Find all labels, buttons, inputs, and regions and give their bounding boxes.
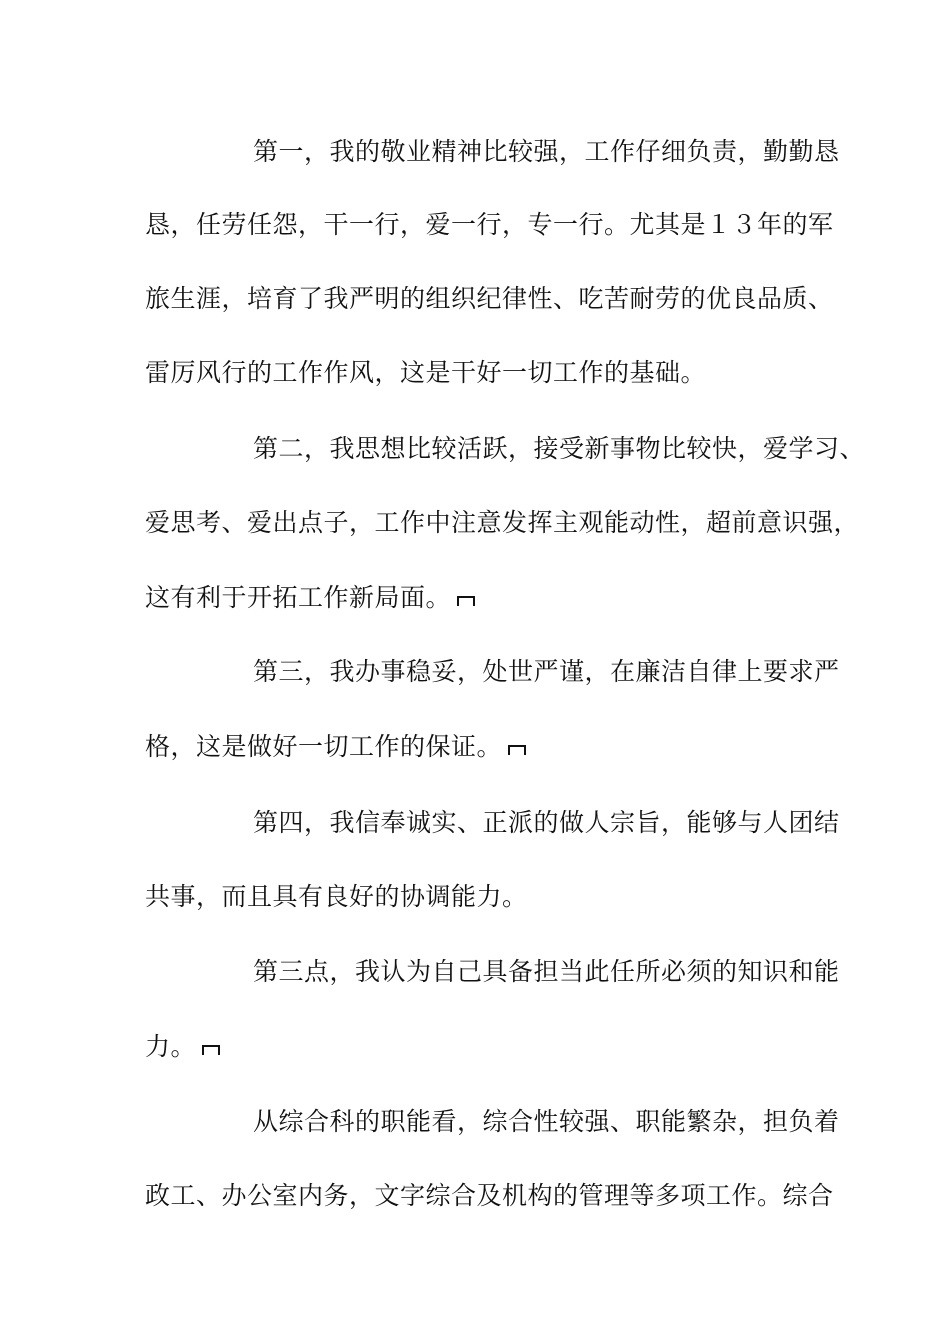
paragraph-1-line-1	[253, 134, 853, 170]
text-line: 第一，我的敬业精神比较强，工作仔细负责，勤勤恳	[253, 137, 840, 166]
paragraph-1-line-4	[145, 355, 845, 391]
paragraph-2-line-1	[253, 431, 866, 467]
paragraph-5-line-1	[253, 954, 853, 990]
text-line: 第三，我办事稳妥，处世严谨，在廉洁自律上要求严	[253, 657, 840, 686]
paragraph-3-line-2	[145, 729, 845, 765]
text-line: 从综合科的职能看，综合性较强、职能繁杂，担负着	[253, 1107, 840, 1136]
text-line: 第四，我信奉诚实、正派的做人宗旨，能够与人团结	[253, 808, 840, 837]
text-line: 这有利于开拓工作新局面。	[145, 583, 452, 612]
paragraph-1-line-2	[145, 207, 845, 243]
text-line: 第二，我思想比较活跃，接受新事物比较快，爱学习、	[253, 434, 866, 463]
text-line: 政工、办公室内务，文字综合及机构的管理等多项工作。综合	[145, 1181, 834, 1210]
text-line: 爱思考、爱出点子，工作中注意发挥主观能动性，超前意识强，	[145, 508, 860, 537]
text-line: 恳，任劳任怨，干一行，爱一行，专一行。尤其是１３年的军	[145, 210, 834, 239]
paragraph-1-line-3	[145, 281, 845, 317]
paragraph-4-line-1	[253, 805, 853, 841]
text-line: 第三点，我认为自己具备担当此任所必须的知识和能	[253, 957, 840, 986]
paragraph-2-line-3	[145, 580, 845, 616]
bracket-mark-icon	[508, 745, 528, 757]
paragraph-6-line-2	[145, 1178, 845, 1214]
text-line: 力。	[145, 1032, 197, 1061]
bracket-mark-icon	[457, 596, 477, 608]
paragraph-6-line-1	[253, 1104, 853, 1140]
bracket-mark-icon	[202, 1045, 222, 1057]
text-line: 雷厉风行的工作作风，这是干好一切工作的基础。	[145, 358, 707, 387]
paragraph-5-line-2	[145, 1029, 845, 1065]
paragraph-3-line-1	[253, 654, 853, 690]
text-line: 格，这是做好一切工作的保证。	[145, 732, 503, 761]
paragraph-4-line-2	[145, 879, 845, 915]
text-line: 旅生涯，培育了我严明的组织纪律性、吃苦耐劳的优良品质、	[145, 284, 834, 313]
text-line: 共事，而且具有良好的协调能力。	[145, 882, 528, 911]
paragraph-2-line-2	[145, 505, 860, 541]
